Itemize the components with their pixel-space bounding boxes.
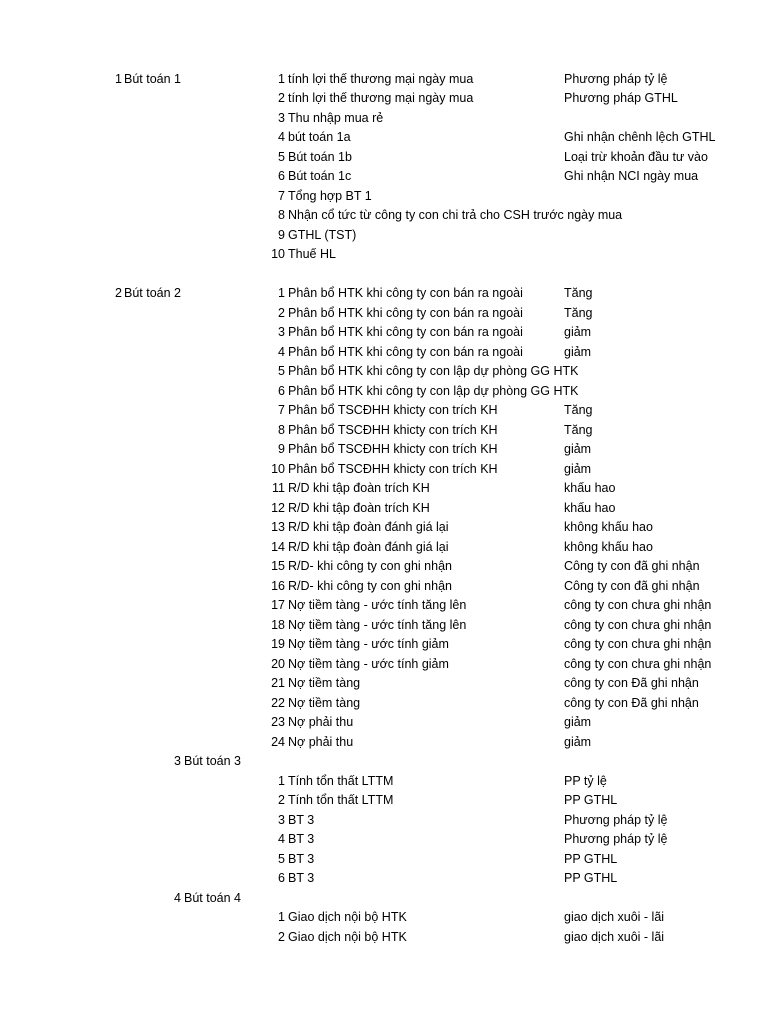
item-row xyxy=(0,343,768,363)
item-row xyxy=(0,362,768,382)
item-number: 19 xyxy=(271,637,285,651)
item-description: Phân bổ TSCĐHH khicty con trích KH xyxy=(288,403,498,417)
item-number: 14 xyxy=(271,539,285,554)
item-number: 20 xyxy=(271,656,285,671)
section-header-row xyxy=(0,70,768,90)
section-title: Bút toán 2 xyxy=(124,286,181,300)
section-title: Bút toán 3 xyxy=(184,754,241,768)
item-note: công ty con chưa ghi nhận xyxy=(564,656,712,671)
item-description: Phân bổ HTK khi công ty con lập dự phòng GG HTK xyxy=(288,364,579,378)
item-number: 7 xyxy=(278,403,285,417)
item-number: 1 xyxy=(278,773,285,788)
item-description: Nợ tiềm tàng - ước tính giảm xyxy=(288,656,449,671)
item-note: giảm xyxy=(564,344,592,359)
item-description: BT 3 xyxy=(288,851,315,866)
item-number: 18 xyxy=(271,617,285,632)
item-note: PP GTHL xyxy=(564,793,618,807)
item-number: 6 xyxy=(278,871,285,885)
item-number: 1 xyxy=(278,71,285,86)
item-description: Phân bổ TSCĐHH khicty con trích KH xyxy=(288,442,498,456)
item-row xyxy=(0,694,768,714)
item-note: giảm xyxy=(564,325,592,339)
item-description: Tính tổn thất LTTM xyxy=(288,773,394,788)
item-description: Phân bổ HTK khi công ty con bán ra ngoài xyxy=(288,344,523,359)
item-description: Thuế HL xyxy=(288,247,336,261)
item-row xyxy=(0,460,768,480)
item-number: 5 xyxy=(278,149,285,164)
item-description: Tổng hợp BT 1 xyxy=(288,188,372,203)
item-description: Giao dịch nội bộ HTK xyxy=(288,910,407,924)
item-number: 2 xyxy=(278,793,285,807)
item-note: Ghi nhận NCI ngày mua xyxy=(564,169,699,183)
item-description: bút toán 1a xyxy=(288,130,351,144)
item-number: 2 xyxy=(278,929,285,944)
item-description: Bút toán 1c xyxy=(288,169,352,183)
item-description: R/D- khi công ty con ghi nhận xyxy=(288,559,452,573)
item-row xyxy=(0,128,768,148)
item-note: không khấu hao xyxy=(564,520,653,534)
item-row xyxy=(0,206,768,226)
item-number: 8 xyxy=(278,208,285,222)
item-number: 7 xyxy=(278,188,285,203)
item-number: 21 xyxy=(271,676,285,690)
item-number: 4 xyxy=(278,832,285,846)
item-number: 5 xyxy=(278,851,285,866)
item-note: công ty con chưa ghi nhận xyxy=(564,617,712,632)
item-number: 23 xyxy=(271,715,285,729)
item-row xyxy=(0,733,768,753)
item-note: Phương pháp tỷ lệ xyxy=(564,71,668,86)
section-header-row xyxy=(0,752,768,772)
item-description: Nhận cổ tức từ công ty con chi trả cho CSH trước ngày mua xyxy=(288,208,623,222)
section-title: Bút toán 1 xyxy=(124,71,181,86)
item-description: Nợ phải thu xyxy=(288,734,354,749)
item-number: 8 xyxy=(278,422,285,437)
item-row xyxy=(0,401,768,421)
section-number: 3 xyxy=(174,754,181,768)
item-number: 9 xyxy=(278,442,285,456)
item-note: công ty con Đã ghi nhận xyxy=(564,676,699,690)
item-note: Tăng xyxy=(564,403,593,417)
item-description: Nợ tiềm tàng xyxy=(288,676,361,690)
item-description: Nợ tiềm tàng - ước tính tăng lên xyxy=(288,598,467,612)
item-number: 3 xyxy=(278,110,285,125)
item-description: Nợ phải thu xyxy=(288,715,354,729)
item-row xyxy=(0,850,768,870)
item-note: công ty con chưa ghi nhận xyxy=(564,598,712,612)
item-note: khấu hao xyxy=(564,500,616,515)
item-number: 15 xyxy=(271,559,285,573)
item-description: Phân bổ TSCĐHH khicty con trích KH xyxy=(288,422,498,437)
item-number: 11 xyxy=(272,481,285,495)
item-description: R/D khi tập đoàn trích KH xyxy=(288,481,430,495)
item-number: 3 xyxy=(278,325,285,339)
item-note: Tăng xyxy=(564,305,593,320)
item-number: 2 xyxy=(278,91,285,105)
item-number: 16 xyxy=(271,578,285,593)
item-note: PP GTHL xyxy=(564,851,618,866)
item-row xyxy=(0,382,768,402)
item-number: 2 xyxy=(278,305,285,320)
item-row xyxy=(0,499,768,519)
item-note: công ty con Đã ghi nhận xyxy=(564,695,699,710)
item-description: R/D khi tập đoàn đánh giá lại xyxy=(288,520,449,534)
item-row xyxy=(0,557,768,577)
item-description: Thu nhập mua rẻ xyxy=(288,110,384,125)
item-note: Công ty con đã ghi nhận xyxy=(564,559,700,573)
section-header-row xyxy=(0,889,768,909)
item-note: giao dịch xuôi - lãi xyxy=(564,929,665,944)
item-note: giảm xyxy=(564,461,592,476)
item-description: Nợ tiềm tàng - ước tính giảm xyxy=(288,637,449,651)
item-note: PP tỷ lệ xyxy=(564,773,607,788)
item-number: 17 xyxy=(271,598,285,612)
item-number: 13 xyxy=(271,520,285,534)
item-row xyxy=(0,109,768,129)
item-number: 10 xyxy=(271,247,285,261)
item-note: PP GTHL xyxy=(564,871,618,885)
item-row xyxy=(0,538,768,558)
item-row xyxy=(0,791,768,811)
item-note: công ty con chưa ghi nhận xyxy=(564,637,712,651)
item-note: giảm xyxy=(564,715,592,729)
item-row xyxy=(0,869,768,889)
item-number: 12 xyxy=(271,500,285,515)
item-description: Phân bổ TSCĐHH khicty con trích KH xyxy=(288,461,498,476)
section-number: 4 xyxy=(174,890,181,905)
item-note: không khấu hao xyxy=(564,539,653,554)
item-note: giảm xyxy=(564,734,592,749)
section-number: 2 xyxy=(115,286,122,300)
item-note: Tăng xyxy=(564,286,593,300)
section-title: Bút toán 4 xyxy=(184,890,241,905)
item-row xyxy=(0,772,768,792)
item-note: Phương pháp tỷ lệ xyxy=(564,812,668,827)
item-note: khấu hao xyxy=(564,481,616,495)
item-row xyxy=(0,148,768,168)
item-note: Phương pháp GTHL xyxy=(564,91,678,105)
item-description: R/D khi tập đoàn đánh giá lại xyxy=(288,539,449,554)
item-description: Bút toán 1b xyxy=(288,149,352,164)
item-row xyxy=(0,479,768,499)
item-note: Loại trừ khoản đầu tư vào xyxy=(564,149,708,164)
item-description: Phân bổ HTK khi công ty con bán ra ngoài xyxy=(288,325,523,339)
item-row xyxy=(0,577,768,597)
item-row xyxy=(0,616,768,636)
item-description: GTHL (TST) xyxy=(288,227,357,242)
item-number: 3 xyxy=(278,812,285,827)
item-row xyxy=(0,226,768,246)
item-description: Phân bổ HTK khi công ty con lập dự phòng GG HTK xyxy=(288,383,579,398)
item-description: R/D- khi công ty con ghi nhận xyxy=(288,578,452,593)
item-row xyxy=(0,830,768,850)
item-note: Công ty con đã ghi nhận xyxy=(564,578,700,593)
item-row xyxy=(0,187,768,207)
item-row xyxy=(0,245,768,265)
section-header-row xyxy=(0,284,768,304)
item-description: Phân bổ HTK khi công ty con bán ra ngoài xyxy=(288,305,523,320)
item-note: giao dịch xuôi - lãi xyxy=(564,910,665,924)
item-description: BT 3 xyxy=(288,812,315,827)
item-description: Giao dịch nội bộ HTK xyxy=(288,929,407,944)
item-number: 6 xyxy=(278,169,285,183)
item-description: Nợ tiềm tàng xyxy=(288,695,361,710)
item-number: 9 xyxy=(278,227,285,242)
item-number: 22 xyxy=(271,695,285,710)
item-row xyxy=(0,304,768,324)
item-row xyxy=(0,635,768,655)
item-description: BT 3 xyxy=(288,832,315,846)
item-description: Nợ tiềm tàng - ước tính tăng lên xyxy=(288,617,467,632)
item-row xyxy=(0,596,768,616)
item-note: Phương pháp tỷ lệ xyxy=(564,832,668,846)
item-row xyxy=(0,908,768,928)
item-row xyxy=(0,713,768,733)
item-note: Ghi nhận chênh lệch GTHL xyxy=(564,130,716,144)
item-row xyxy=(0,655,768,675)
item-number: 1 xyxy=(278,910,285,924)
item-number: 5 xyxy=(278,364,285,378)
item-note: giảm xyxy=(564,442,592,456)
item-description: Tính tổn thất LTTM xyxy=(288,793,394,807)
item-row xyxy=(0,440,768,460)
item-row xyxy=(0,674,768,694)
item-description: BT 3 xyxy=(288,871,315,885)
item-number: 6 xyxy=(278,383,285,398)
item-description: Phân bổ HTK khi công ty con bán ra ngoài xyxy=(288,286,523,300)
item-row xyxy=(0,421,768,441)
item-description: tính lợi thế thương mại ngày mua xyxy=(288,71,474,86)
item-description: R/D khi tập đoàn trích KH xyxy=(288,500,430,515)
item-note: Tăng xyxy=(564,422,593,437)
item-row xyxy=(0,928,768,948)
item-row xyxy=(0,167,768,187)
item-description: tính lợi thế thương mại ngày mua xyxy=(288,91,474,105)
item-row xyxy=(0,89,768,109)
item-row xyxy=(0,811,768,831)
section-number: 1 xyxy=(115,71,122,86)
item-number: 24 xyxy=(271,734,285,749)
item-row xyxy=(0,323,768,343)
item-number: 1 xyxy=(278,286,285,300)
item-number: 4 xyxy=(278,344,285,359)
item-number: 10 xyxy=(271,461,285,476)
item-row xyxy=(0,518,768,538)
item-number: 4 xyxy=(278,130,285,144)
